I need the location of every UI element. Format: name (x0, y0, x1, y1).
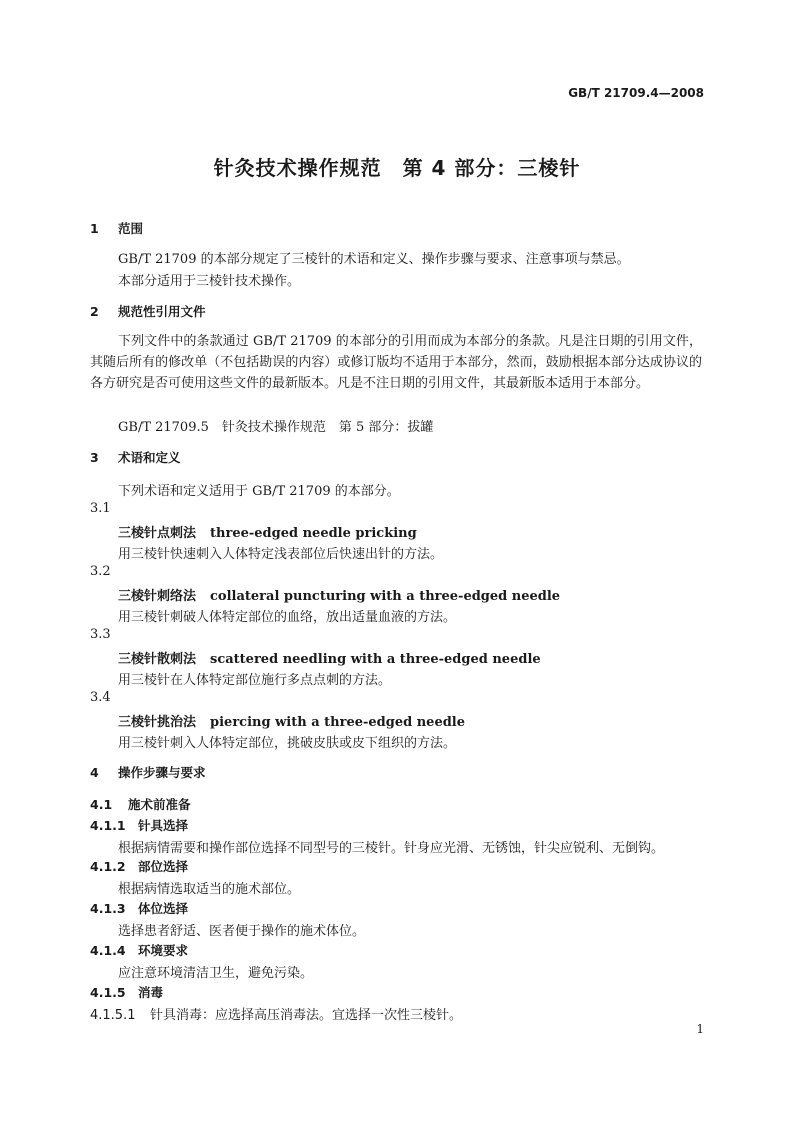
term-english: scattered needling with a three-edged needle (210, 652, 541, 667)
section-title: 范围 (118, 221, 144, 236)
term-entry (118, 522, 417, 541)
section-number: 4.1.5 (90, 985, 126, 1000)
section-title: 操作步骤与要求 (118, 765, 206, 780)
section-number: 4.1.4 (90, 943, 126, 958)
section-title: 术语和定义 (118, 450, 181, 465)
subsection-4-1-2-heading (90, 857, 188, 875)
term-number: 3.4 (90, 690, 111, 705)
normative-reference: GB/T 21709.5 针灸技术操作规范 第 5 部分：拔罐 (118, 420, 434, 435)
term-english: collateral puncturing with a three-edged needle (210, 589, 561, 604)
term-chinese: 三棱针刺络法 (118, 589, 197, 604)
section-title: 部位选择 (138, 859, 189, 874)
section-title: 环境要求 (138, 943, 189, 958)
subsection-4-1-5-heading (90, 983, 163, 1001)
clause-text: 针具消毒：应选择高压消毒法。宜选择一次性三棱针。 (150, 1008, 463, 1023)
term-number: 3.3 (90, 627, 111, 642)
clause-number: 4.1.5.1 (90, 1008, 136, 1023)
section-number: 4.1.3 (90, 901, 126, 916)
section-3-heading (90, 448, 181, 466)
term-definition: 用三棱针在人体特定部位施行多点点刺的方法。 (118, 673, 392, 688)
subsection-4-1-heading (90, 795, 191, 813)
term-entry (118, 585, 560, 604)
section-number: 3 (90, 450, 99, 465)
section-number: 1 (90, 221, 99, 236)
section-1-heading (90, 219, 143, 237)
term-number: 3.2 (90, 564, 111, 579)
term-definition: 用三棱针刺入人体特定部位，挑破皮肤或皮下组织的方法。 (118, 736, 457, 751)
term-chinese: 三棱针散刺法 (118, 652, 197, 667)
section-number: 4.1 (90, 797, 113, 812)
term-english: piercing with a three-edged needle (210, 715, 466, 730)
subsection-4-1-4-heading (90, 941, 188, 959)
subsection-4-1-3-heading (90, 899, 188, 917)
section-1-paragraph-1: GB/T 21709 的本部分规定了三棱针的术语和定义、操作步骤与要求、注意事项与禁忌。 (118, 252, 630, 267)
section-title: 规范性引用文件 (118, 304, 206, 319)
term-english: three-edged needle pricking (210, 526, 417, 541)
section-2-heading (90, 302, 206, 320)
section-4-heading (90, 763, 206, 781)
term-entry (118, 711, 465, 730)
section-number: 2 (90, 304, 99, 319)
standard-code: GB/T 21709.4—2008 (568, 86, 704, 100)
term-entry (118, 648, 541, 667)
term-chinese: 三棱针点刺法 (118, 526, 197, 541)
section-title: 体位选择 (138, 901, 189, 916)
section-title: 针具选择 (138, 818, 189, 833)
section-title: 施术前准备 (128, 797, 191, 812)
term-chinese: 三棱针挑治法 (118, 715, 197, 730)
section-number: 4.1.1 (90, 818, 126, 833)
section-title: 消毒 (138, 985, 164, 1000)
subsection-4-1-4-text: 应注意环境清洁卫生，避免污染。 (118, 966, 314, 981)
clause-4-1-5-1 (90, 1004, 462, 1023)
subsection-4-1-1-text: 根据病情需要和操作部位选择不同型号的三棱针。针身应光滑、无锈蚀，针尖应锐利、无倒钩。 (118, 841, 665, 856)
subsection-4-1-2-text: 根据病情选取适当的施术部位。 (118, 882, 301, 897)
page-number: 1 (696, 1022, 704, 1036)
term-number: 3.1 (90, 501, 111, 516)
document-title: 针灸技术操作规范 第 4 部分：三棱针 (213, 156, 581, 180)
term-definition: 用三棱针快速刺入人体特定浅表部位后快速出针的方法。 (118, 547, 444, 562)
subsection-4-1-3-text: 选择患者舒适、医者便于操作的施术体位。 (118, 924, 366, 939)
section-number: 4.1.2 (90, 859, 126, 874)
subsection-4-1-1-heading (90, 816, 188, 834)
section-1-paragraph-2: 本部分适用于三棱针技术操作。 (118, 274, 301, 289)
section-3-paragraph: 下列术语和定义适用于 GB/T 21709 的本部分。 (118, 484, 400, 499)
section-number: 4 (90, 765, 99, 780)
term-definition: 用三棱针刺破人体特定部位的血络，放出适量血液的方法。 (118, 610, 457, 625)
section-2-paragraph: 下列文件中的条款通过 GB/T 21709 的本部分的引用而成为本部分的条款。凡是注日期的引用文件，其随后所有的修改单（不包括勘误的内容）或修订版均不适用于本部分，然而，鼓励根据本部分达成协议的各方研究是否可使用这些文件的最新版本。凡是不注日期的引用文件，其最新版本适用于本部分。 (90, 334, 702, 391)
